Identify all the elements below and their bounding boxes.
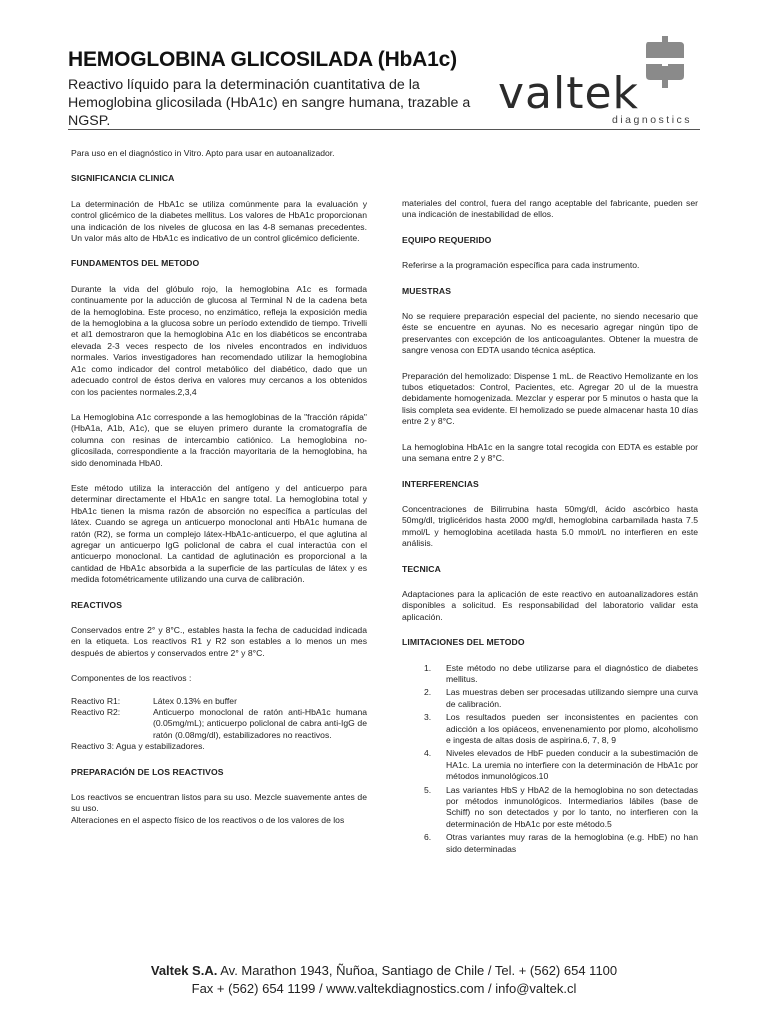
list-item-number: 6. (424, 832, 432, 843)
page-title: HEMOGLOBINA GLICOSILADA (HbA1c) (68, 48, 457, 71)
valtek-cross-icon (640, 36, 690, 88)
muestras-p3: La hemoglobina HbA1c en la sangre total recogida con EDTA es estable por una semana entre 2 y 8°C. (402, 441, 698, 464)
reactivo-r1-key: Reactivo R1: (71, 695, 121, 706)
muestras-p1: No se requiere preparación especial del paciente, no siendo necesario que éste se encuentre en ayunas. No es necesario agregar ningún tipo de preservantes con excepción de los anticoagulantes. Obtener la muestra de sangre venosa con EDTA usando técnica aséptica. (402, 311, 698, 356)
heading-equipo: EQUIPO REQUERIDO (402, 234, 492, 245)
limitaciones-list (402, 663, 698, 856)
left-column (71, 148, 367, 840)
list-item (402, 785, 698, 831)
list-item-text: Otras variantes muy raras de la hemoglobina (e.g. HbE) no han sido determinadas (446, 832, 698, 854)
list-item-number: 1. (424, 662, 432, 673)
preparacion-text-1: Los reactivos se encuentran listos para su uso. Mezcle suavemente antes de su uso. (71, 792, 367, 814)
list-item (402, 663, 698, 686)
heading-tecnica: TECNICA (402, 563, 441, 574)
significancia-text: La determinación de HbA1c se utiliza comúnmente para la evaluación y control glicémico de la diabetes mellitus. Los valores de HbA1c proporcionan una indicación de los niveles de glucosa en las 4-8 semanas precedentes. Un valor más alto de HbA1c es indicativo de un control glicémico deficiente. (71, 198, 367, 244)
brand-tagline: diagnostics (612, 114, 693, 126)
list-item-text: Los resultados pueden ser inconsistentes en pacientes con adicción a los opiáceos, envenenamiento por plomo, alcoholismo e ingesta de altas dosis de aspirina.6, 7, 8, 9 (446, 712, 698, 745)
reactivo-r2-value: Anticuerpo monoclonal de ratón anti-HbA1c humana (0.05mg/mL); anticuerpo policlonal de cabra anti-IgG de ratón (0.08mg/dl), estabilizadores no reactivos. (153, 707, 367, 740)
continued-text: materiales del control, fuera del rango aceptable del fabricante, pueden ser una indicación de inestabilidad de ellos. (402, 198, 698, 220)
heading-muestras: MUESTRAS (402, 285, 452, 296)
list-item-text: Las muestras deben ser procesadas utilizando siempre una curva de calibración. (446, 687, 698, 709)
right-column (402, 198, 698, 857)
reactivo-r2 (71, 707, 367, 741)
heading-significancia: SIGNIFICANCIA CLINICA (71, 173, 175, 184)
list-item-number: 2. (424, 687, 432, 698)
page-subtitle: Reactivo líquido para la determinación cuantitativa de la Hemoglobina glicosilada (HbA1c) en sangre humana, trazable a NGSP. (68, 77, 471, 129)
footer-company: Valtek S.A. (150, 963, 218, 978)
heading-interferencias: INTERFERENCIAS (402, 478, 479, 489)
reactivo-r1-value: Látex 0.13% en buffer (153, 695, 237, 706)
list-item-number: 4. (424, 748, 432, 759)
fundamentos-p3: Este método utiliza la interacción del antígeno y del anticuerpo para determinar directamente el HbA1c en sangre total. La hemoglobina total y HbA1c tienen la misma razón de absorción no específica a partículas del látex. Cuando se agrega un anticuerpo monoclonal anti HbA1c humana de ratón (R2), se forma un complejo látex-HbA1c-anticuerpo, el que aglutina al agregar un anticuerpo IgG policlonal de cabra el cual interactúa con el anticuerpo monoclonal. La cantidad de aglutinación es proporcional a la cantidad de HbA1c absorbida a la superficie de las partículas de látex y es medida fotométricamente utilizando una curva de calibración. (71, 482, 367, 585)
footer-address-text: Av. Marathon 1943, Ñuñoa, Santiago de Chile / Tel. + (562) 654 1100 (217, 963, 618, 978)
reactivos-text: Conservados entre 2° y 8°C., estables hasta la fecha de caducidad indicada en la etiqueta. Los reactivos R1 y R2 son estables a lo menos un mes después de abiertos y conservados entre 2° y 8°C. (71, 625, 367, 658)
list-item (402, 712, 698, 746)
header-divider (68, 129, 700, 130)
list-item-text: Este método no debe utilizarse para el diagnóstico de diabetes mellitus. (446, 662, 698, 684)
componentes-label: Componentes de los reactivos : (71, 673, 192, 684)
brand-logo: valtek (498, 68, 640, 119)
list-item-text: Niveles elevados de HbF pueden conducir a la subestimación de HA1c. La uremia no interfiere con la determinación de HbA1c por métodos inmunológicos.10 (446, 748, 698, 782)
list-item-number: 3. (424, 712, 432, 723)
tecnica-text: Adaptaciones para la aplicación de este reactivo en autoanalizadores están disponibles a solicitud. Es responsabilidad del laboratorio validar esta aplicación. (402, 588, 698, 622)
list-item (402, 687, 698, 710)
intro-text: Para uso en el diagnóstico in Vitro. Apto para usar en autoanalizador. (71, 148, 335, 158)
list-item (402, 748, 698, 782)
heading-preparacion: PREPARACIÓN DE LOS REACTIVOS (71, 766, 224, 777)
muestras-p2: Preparación del hemolizado: Dispense 1 mL. de Reactivo Hemolizante en los tubos etiquetados: Control, Pacientes, etc. Agregar 20 ul de la muestra debidamente homogenizada. Mezclar y esperar por 5 minutos o hasta que la lisis completa sea evidente. El hemolizado se puede almacenar hasta 10 días entre 2 y 8°C. (402, 370, 698, 427)
footer-address (0, 963, 768, 978)
fundamentos-p1: Durante la vida del glóbulo rojo, la hemoglobina A1c es formada continuamente por la aducción de glucosa al Terminal N de la cadena beta de la hemoglobina. Este proceso, no enzimático, refleja la exposición media de la hemoglobina a la glucosa sobre un período extendido de tiempo. Trivelli et al1 demostraron que la hemoglobina A1c en los diabéticos se encontraba elevada 2-3 veces respecto de los niveles encontrados en individuos normales. Varios investigadores han recomendado utilizar la hemoglobina A1c como indicador del control metabólico del diabético, dado que un adecuado control de éstos deriva en valores muy cercanos a los obtenidos con los pacientes normales.2,3,4 (71, 283, 367, 397)
heading-limitaciones: LIMITACIONES DEL METODO (402, 637, 525, 648)
interferencias-text: Concentraciones de Bilirrubina hasta 50mg/dl, ácido ascórbico hasta 50mg/dl, triglicéridos hasta 2000 mg/dl, hemoglobina carbamilada hasta 7.5 mmol/L y hemoglobina acetilada hasta 5.0 mmol/L no interfieren en este análisis. (402, 503, 698, 549)
reactivo-r1 (71, 696, 367, 707)
fundamentos-p2: La Hemoglobina A1c corresponde a las hemoglobinas de la "fracción rápida" (HbA1a, A1b, A1c), que se eluyen primero durante la cromatografía de columna con resinas de intercambio catiónico. La hemoglobina no-glicosilada, correspondiente a la fracción mayoritaria de la hemoglobina, ha sido denominada HbA0. (71, 411, 367, 468)
equipo-text: Referirse a la programación específica para cada instrumento. (402, 260, 640, 271)
preparacion-text-2: Alteraciones en el aspecto físico de los reactivos o de los valores de los (71, 814, 345, 825)
reactivo-r2-key: Reactivo R2: (71, 707, 121, 718)
reactivo-r3: Reactivo 3: Agua y estabilizadores. (71, 741, 205, 752)
list-item-text: Las variantes HbS y HbA2 de la hemoglobina no son detectadas por métodos inmunológicos. Intermediarios lábiles (base de Schiff) no son detectados y por lo tanto, no interfieren con la determinación de HbA1c por este método.5 (446, 784, 698, 829)
heading-fundamentos: FUNDAMENTOS DEL METODO (71, 258, 200, 269)
list-item-number: 5. (424, 784, 432, 795)
footer-contact: Fax + (562) 654 1199 / www.valtekdiagnostics.com / info@valtek.cl (191, 981, 577, 996)
list-item (402, 832, 698, 855)
heading-reactivos: REACTIVOS (71, 599, 123, 610)
